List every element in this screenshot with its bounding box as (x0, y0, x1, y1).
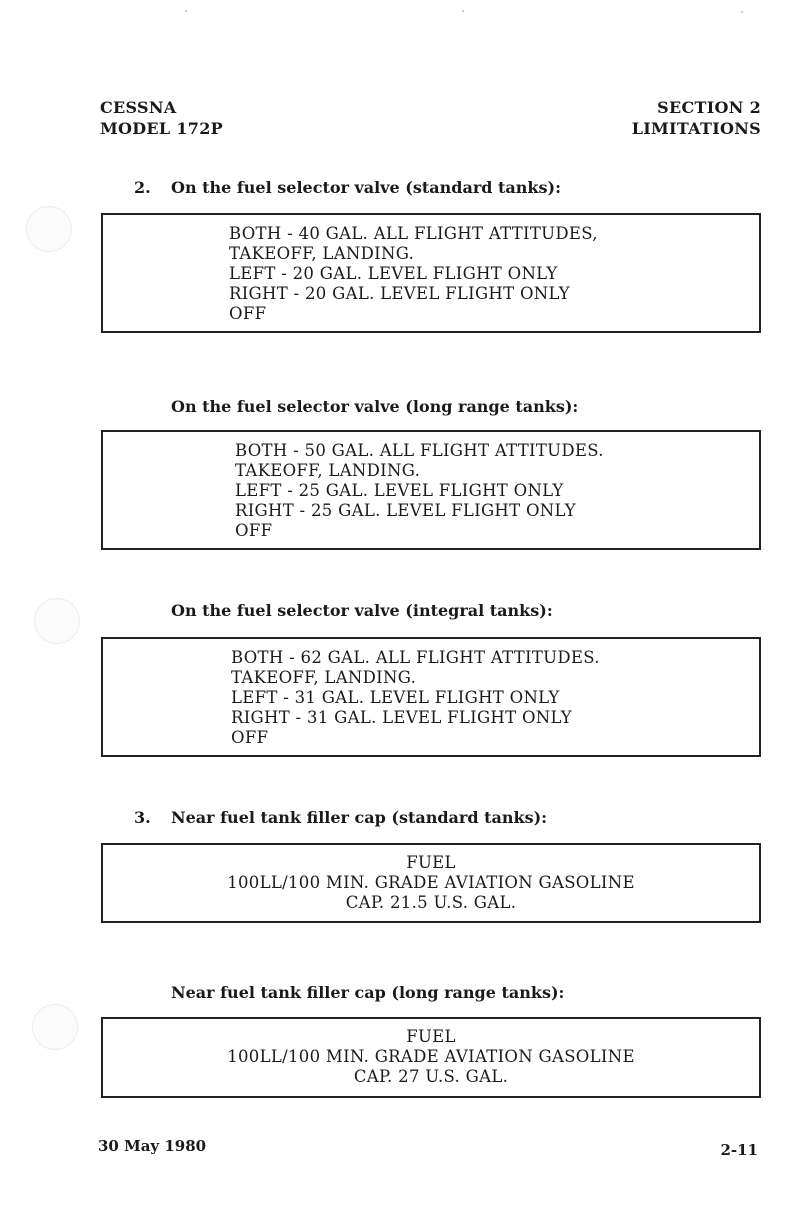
item-number-2: 2. (134, 178, 151, 197)
placard-line: BOTH - 62 GAL. ALL FLIGHT ATTITUDES. (231, 648, 600, 667)
header-left (100, 97, 223, 139)
scan-speck (741, 11, 743, 13)
footer-date: 30 May 1980 (98, 1137, 207, 1155)
placard-line: OFF (229, 304, 267, 323)
placard-line: TAKEOFF, LANDING. (231, 668, 417, 687)
section-title: LIMITATIONS (631, 119, 761, 138)
placard-selector-standard (101, 213, 761, 333)
placard-filler-cap-long-range (101, 1017, 761, 1098)
placard-line: RIGHT - 20 GAL. LEVEL FLIGHT ONLY (229, 284, 570, 303)
item-text: On the fuel selector valve (standard tanks): (171, 178, 561, 197)
placard-line: LEFT - 31 GAL. LEVEL FLIGHT ONLY (231, 688, 560, 707)
placard-line: RIGHT - 25 GAL. LEVEL FLIGHT ONLY (235, 501, 576, 520)
section-number: SECTION 2 (657, 98, 761, 117)
placard-line: CAP. 21.5 U.S. GAL. (345, 893, 517, 912)
header-right (632, 97, 761, 139)
placard-line: TAKEOFF, LANDING. (235, 461, 421, 480)
punch-hole-top (26, 206, 72, 252)
model: MODEL 172P (100, 119, 223, 138)
placard-line: FUEL (406, 853, 456, 872)
scan-speck (462, 10, 464, 12)
placard-line: BOTH - 40 GAL. ALL FLIGHT ATTITUDES, (229, 224, 598, 243)
placard-line: OFF (235, 521, 273, 540)
placard-line: TAKEOFF, LANDING. (229, 244, 415, 263)
punch-hole-middle (34, 598, 80, 644)
placard-line: 100LL/100 MIN. GRADE AVIATION GASOLINE (227, 873, 635, 892)
manufacturer: CESSNA (100, 98, 177, 117)
punch-hole-bottom (32, 1004, 78, 1050)
placard-line: FUEL (406, 1027, 456, 1046)
item-text: Near fuel tank filler cap (standard tanks): (171, 808, 548, 827)
placard-line: 100LL/100 MIN. GRADE AVIATION GASOLINE (227, 1047, 635, 1066)
placard-line: OFF (231, 728, 269, 747)
placard-line: CAP. 27 U.S. GAL. (353, 1067, 509, 1086)
item-text: On the fuel selector valve (integral tanks): (171, 601, 553, 620)
placard-line: RIGHT - 31 GAL. LEVEL FLIGHT ONLY (231, 708, 572, 727)
placard-line: LEFT - 20 GAL. LEVEL FLIGHT ONLY (229, 264, 558, 283)
item-text: Near fuel tank filler cap (long range tanks): (171, 983, 565, 1002)
placard-selector-integral (101, 637, 761, 757)
placard-line: BOTH - 50 GAL. ALL FLIGHT ATTITUDES. (235, 441, 604, 460)
placard-filler-cap-standard (101, 843, 761, 923)
item-number-3: 3. (134, 808, 151, 827)
scan-speck (185, 10, 187, 12)
item-text: On the fuel selector valve (long range tanks): (171, 397, 579, 416)
page-number: 2-11 (720, 1141, 758, 1159)
placard-line: LEFT - 25 GAL. LEVEL FLIGHT ONLY (235, 481, 564, 500)
placard-selector-long-range (101, 430, 761, 550)
